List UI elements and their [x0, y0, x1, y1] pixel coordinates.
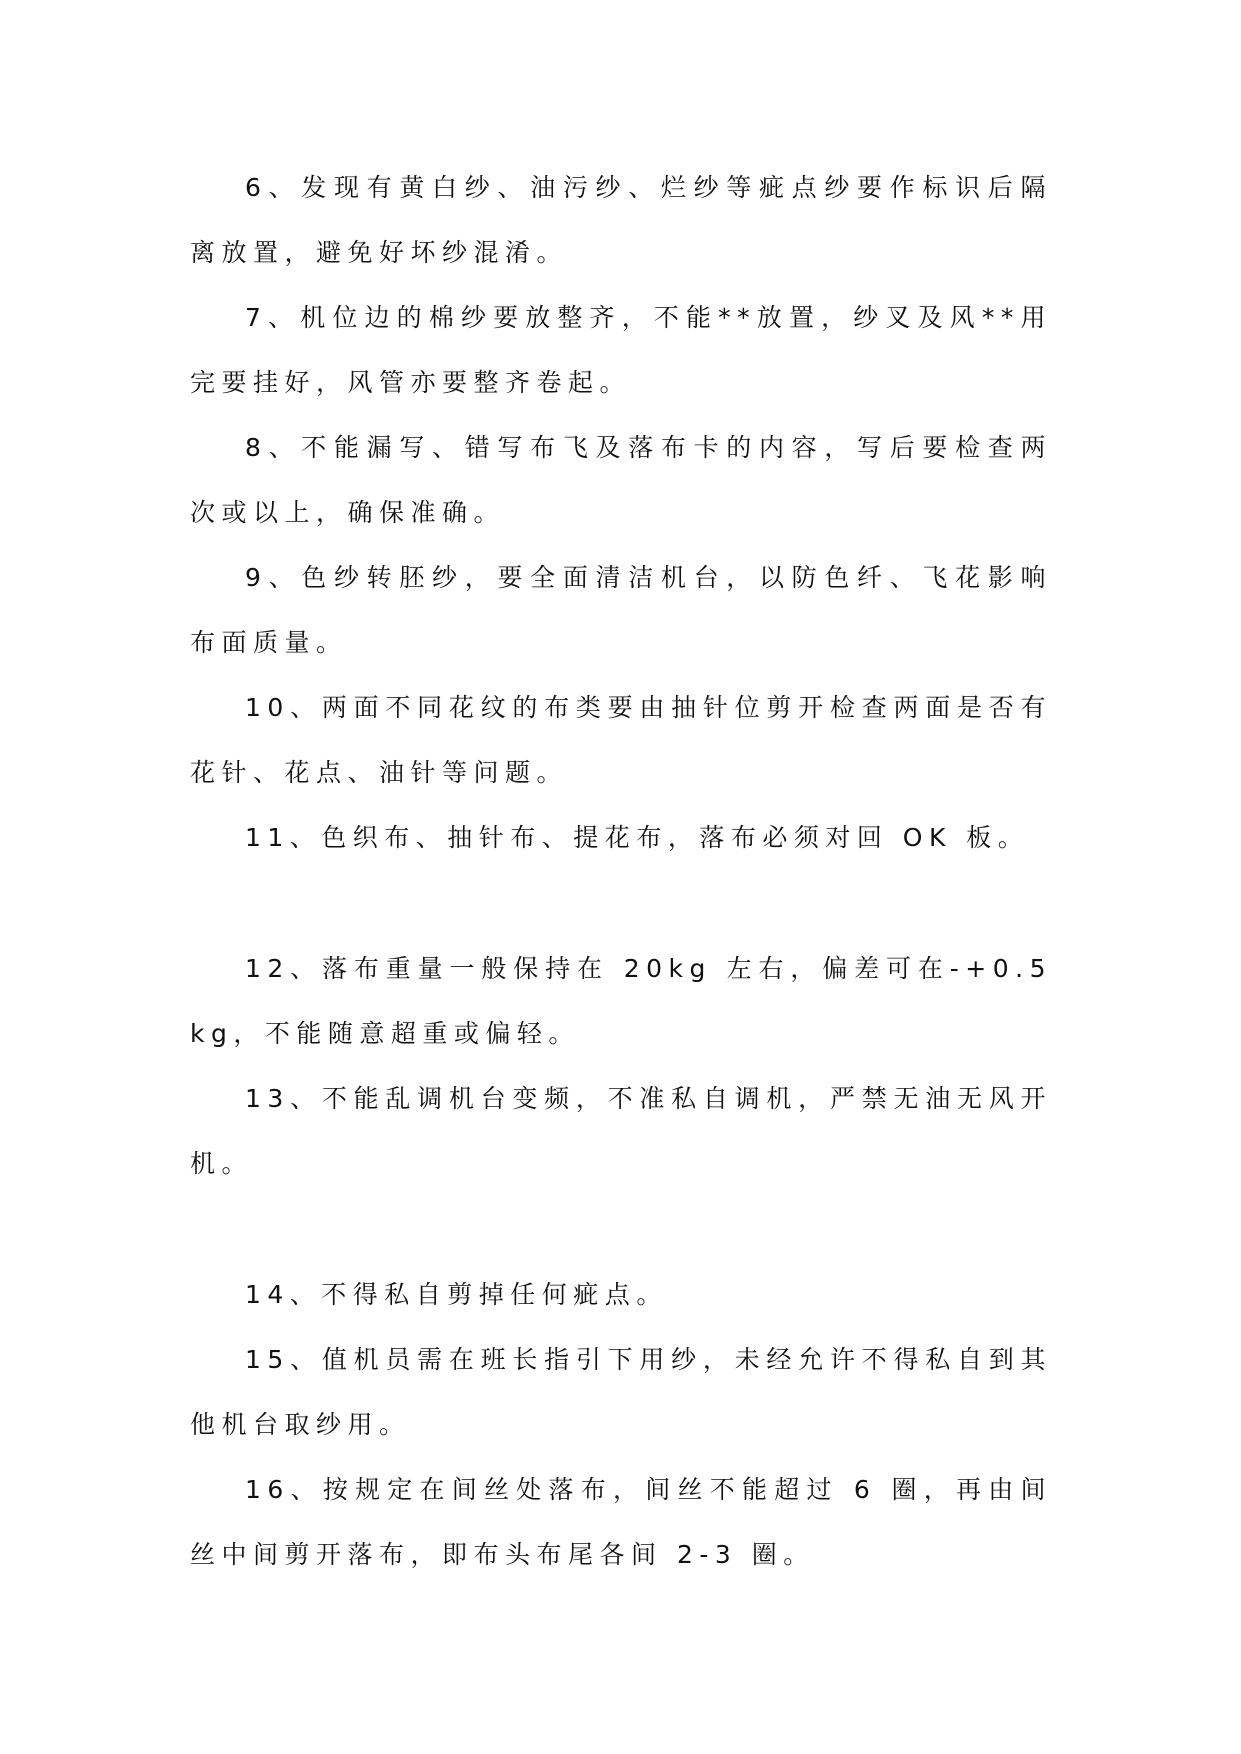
paragraph-item-7: 7、机位边的棉纱要放整齐，不能**放置，纱叉及风**用完要挂好，风管亦要整齐卷起。 — [190, 303, 1052, 397]
paragraph-item-11: 11、色织布、抽针布、提花布，落布必须对回 OK 板。 — [245, 823, 1030, 852]
paragraph-item-16: 16、按规定在间丝处落布，间丝不能超过 6 圈，再由间丝中间剪开落布，即布头布尾各间 2-3 圈。 — [190, 1475, 1052, 1569]
paragraph-item-10: 10、两面不同花纹的布类要由抽针位剪开检查两面是否有花针、花点、油针等问题。 — [190, 693, 1052, 787]
paragraph-item-13: 13、不能乱调机台变频，不准私自调机，严禁无油无风开机。 — [190, 1084, 1052, 1178]
paragraph-item-8: 8、不能漏写、错写布飞及落布卡的内容，写后要检查两次或以上，确保准确。 — [190, 433, 1052, 527]
document-body — [190, 155, 1052, 1587]
paragraph-item-15: 15、值机员需在班长指引下用纱，未经允许不得私自到其他机台取纱用。 — [190, 1345, 1052, 1439]
paragraph-item-9: 9、色纱转胚纱，要全面清洁机台，以防色纤、飞花影响布面质量。 — [190, 563, 1052, 657]
paragraph-item-12: 12、落布重量一般保持在 20kg 左右，偏差可在-+0.5kg，不能随意超重或偏轻。 — [190, 954, 1052, 1048]
paragraph-item-6: 6、发现有黄白纱、油污纱、烂纱等疵点纱要作标识后隔离放置，避免好坏纱混淆。 — [190, 173, 1052, 267]
paragraph-item-14: 14、不得私自剪掉任何疵点。 — [245, 1280, 668, 1309]
